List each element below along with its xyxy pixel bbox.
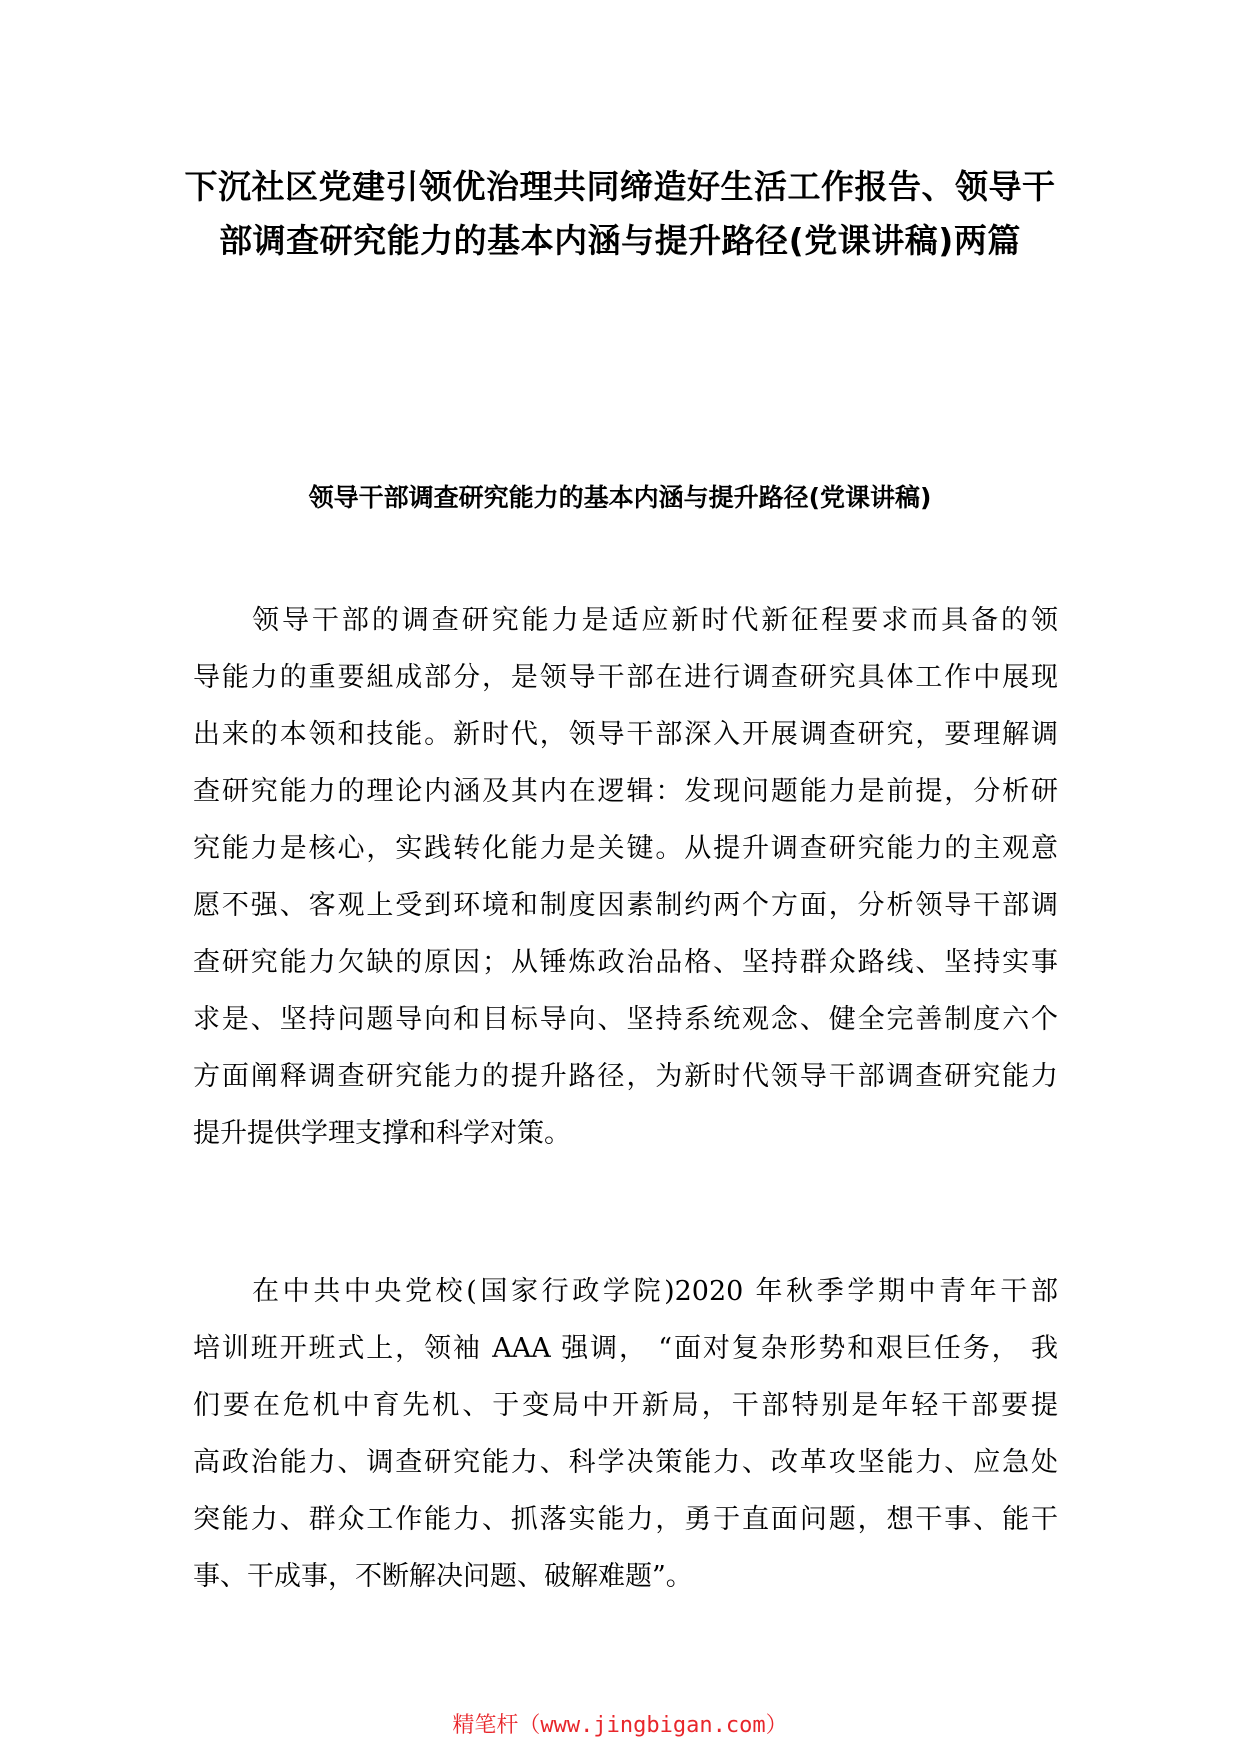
paragraph-line: 方面阐释调查研究能力的提升路径，为新时代领导干部调查研究能力: [193, 1061, 1058, 1092]
paragraph-line: 查研究能力欠缺的原因；从锤炼政治品格、坚持群众路线、坚持实事: [193, 947, 1058, 978]
paragraph-line: 高政治能力、调查研究能力、科学决策能力、改革攻坚能力、应急处: [193, 1447, 1058, 1478]
paragraph-line: 培训班开班式上，领袖 AAA 强调， “面对复杂形势和艰巨任务， 我: [193, 1333, 1058, 1364]
section-subtitle: 领导干部调查研究能力的基本内涵与提升路径(党课讲稿): [308, 483, 932, 512]
paragraph-line: 突能力、群众工作能力、抓落实能力，勇于直面问题，想干事、能干: [193, 1504, 1058, 1535]
paragraph-line: 们要在危机中育先机、于变局中开新局，干部特别是年轻干部要提: [193, 1390, 1058, 1421]
paragraph-line: 求是、坚持问题导向和目标导向、坚持系统观念、健全完善制度六个: [193, 1004, 1058, 1035]
paragraph-line: 导能力的重要組成部分，是领导干部在进行调查研究具体工作中展现: [193, 662, 1058, 693]
paragraph-line: 领导干部的调查研究能力是适应新时代新征程要求而具备的领: [252, 605, 1058, 636]
paragraph-quote: [193, 1263, 1058, 1605]
paragraph-intro: [193, 592, 1058, 1162]
paragraph-line: 出来的本领和技能。新时代，领导干部深入开展调查研究，要理解调: [193, 719, 1058, 750]
paragraph-line: 愿不强、客观上受到环境和制度因素制约两个方面，分析领导干部调: [193, 890, 1058, 921]
paragraph-line: 查研究能力的理论内涵及其内在逻辑：发现问题能力是前提，分析研: [193, 776, 1058, 807]
paragraph-line: 究能力是核心，实践转化能力是关键。从提升调查研究能力的主观意: [193, 833, 1058, 864]
paragraph-line: 事、干成事，不断解决问题、破解难题”。: [193, 1561, 693, 1592]
document-title: [160, 160, 1080, 268]
paragraph-line: 提升提供学理支撑和科学对策。: [193, 1118, 571, 1149]
title-line: 部调查研究能力的基本内涵与提升路径(党课讲稿)两篇: [219, 221, 1021, 260]
paragraph-line: 在中共中央党校(国家行政学院)2020 年秋季学期中青年干部: [252, 1276, 1058, 1307]
title-line: 下沉社区党建引领优治理共同缔造好生活工作报告、领导干: [184, 167, 1056, 206]
footer-watermark: 精笔杆（www.jingbigan.com）: [452, 1713, 788, 1738]
